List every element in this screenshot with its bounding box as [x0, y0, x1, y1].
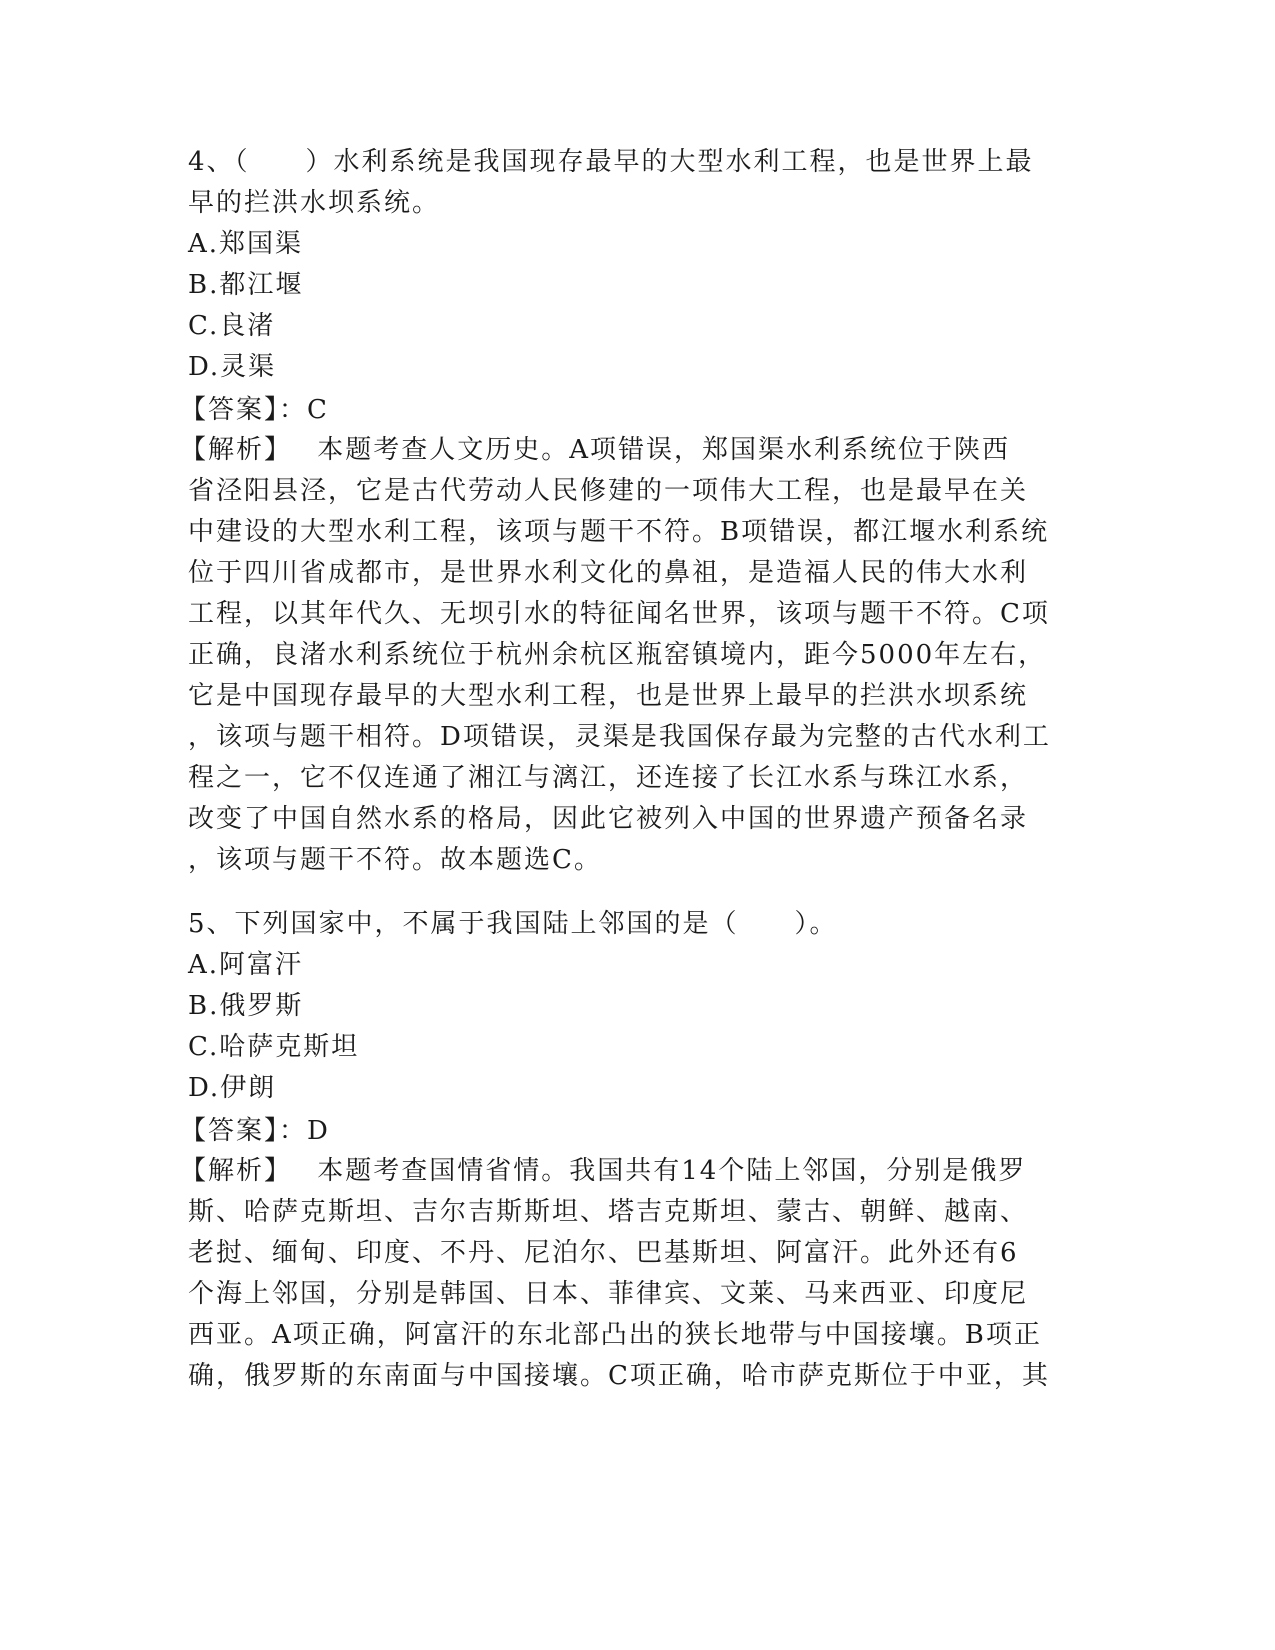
option-c: C.哈萨克斯坦	[188, 1032, 360, 1062]
explanation-line: 程之一，它不仅连通了湘江与漓江，还连接了长江水系与珠江水系，	[188, 763, 1029, 793]
explanation-line: 【解析】 本题考查人文历史。A项错误，郑国渠水利系统位于陕西	[180, 435, 1011, 465]
explanation-line: 【解析】 本题考查国情省情。我国共有14个陆上邻国，分别是俄罗	[180, 1156, 1027, 1186]
explanation-line: ，该项与题干相符。D项错误，灵渠是我国保存最为完整的古代水利工	[188, 722, 1051, 752]
explanation-line: 省泾阳县泾，它是古代劳动人民修建的一项伟大工程，也是最早在关	[188, 476, 1029, 506]
option-d: D.灵渠	[188, 352, 277, 382]
question-stem-line: 5、下列国家中，不属于我国陆上邻国的是（ ）。	[188, 909, 838, 939]
explanation-line: 斯、哈萨克斯坦、吉尔吉斯斯坦、塔吉克斯坦、蒙古、朝鲜、越南、	[188, 1197, 1029, 1227]
explanation-line: 正确，良渚水利系统位于杭州余杭区瓶窑镇境内，距今5000年左右，	[188, 640, 1047, 670]
option-c: C.良渚	[188, 311, 276, 341]
explanation-line: 工程，以其年代久、无坝引水的特征闻名世界，该项与题干不符。C项	[188, 599, 1050, 629]
option-a: A.郑国渠	[188, 229, 304, 259]
option-b: B.俄罗斯	[188, 991, 304, 1021]
explanation-line: 老挝、缅甸、印度、不丹、尼泊尔、巴基斯坦、阿富汗。此外还有6	[188, 1238, 1019, 1268]
explanation-line: 西亚。A项正确，阿富汗的东北部凸出的狭长地带与中国接壤。B项正	[188, 1320, 1042, 1350]
explanation-line: 中建设的大型水利工程，该项与题干不符。B项错误，都江堰水利系统	[188, 517, 1050, 547]
question-stem-line: 早的拦洪水坝系统。	[188, 188, 441, 218]
question-stem-line: 4、（ ）水利系统是我国现存最早的大型水利工程，也是世界上最	[188, 147, 1034, 177]
explanation-line: 改变了中国自然水系的格局，因此它被列入中国的世界遗产预备名录	[188, 804, 1029, 834]
answer: 【答案】：C	[180, 395, 329, 425]
explanation-line: 个海上邻国，分别是韩国、日本、菲律宾、文莱、马来西亚、印度尼	[188, 1279, 1029, 1309]
option-b: B.都江堰	[188, 270, 304, 300]
option-a: A.阿富汗	[188, 950, 304, 980]
explanation-line: ，该项与题干不符。故本题选C。	[188, 845, 602, 875]
answer: 【答案】：D	[180, 1116, 330, 1146]
explanation-line: 位于四川省成都市，是世界水利文化的鼻祖，是造福人民的伟大水利	[188, 558, 1029, 588]
explanation-line: 确，俄罗斯的东南面与中国接壤。C项正确，哈市萨克斯位于中亚，其	[188, 1361, 1050, 1391]
explanation-line: 它是中国现存最早的大型水利工程，也是世界上最早的拦洪水坝系统	[188, 681, 1029, 711]
option-d: D.伊朗	[188, 1073, 277, 1103]
